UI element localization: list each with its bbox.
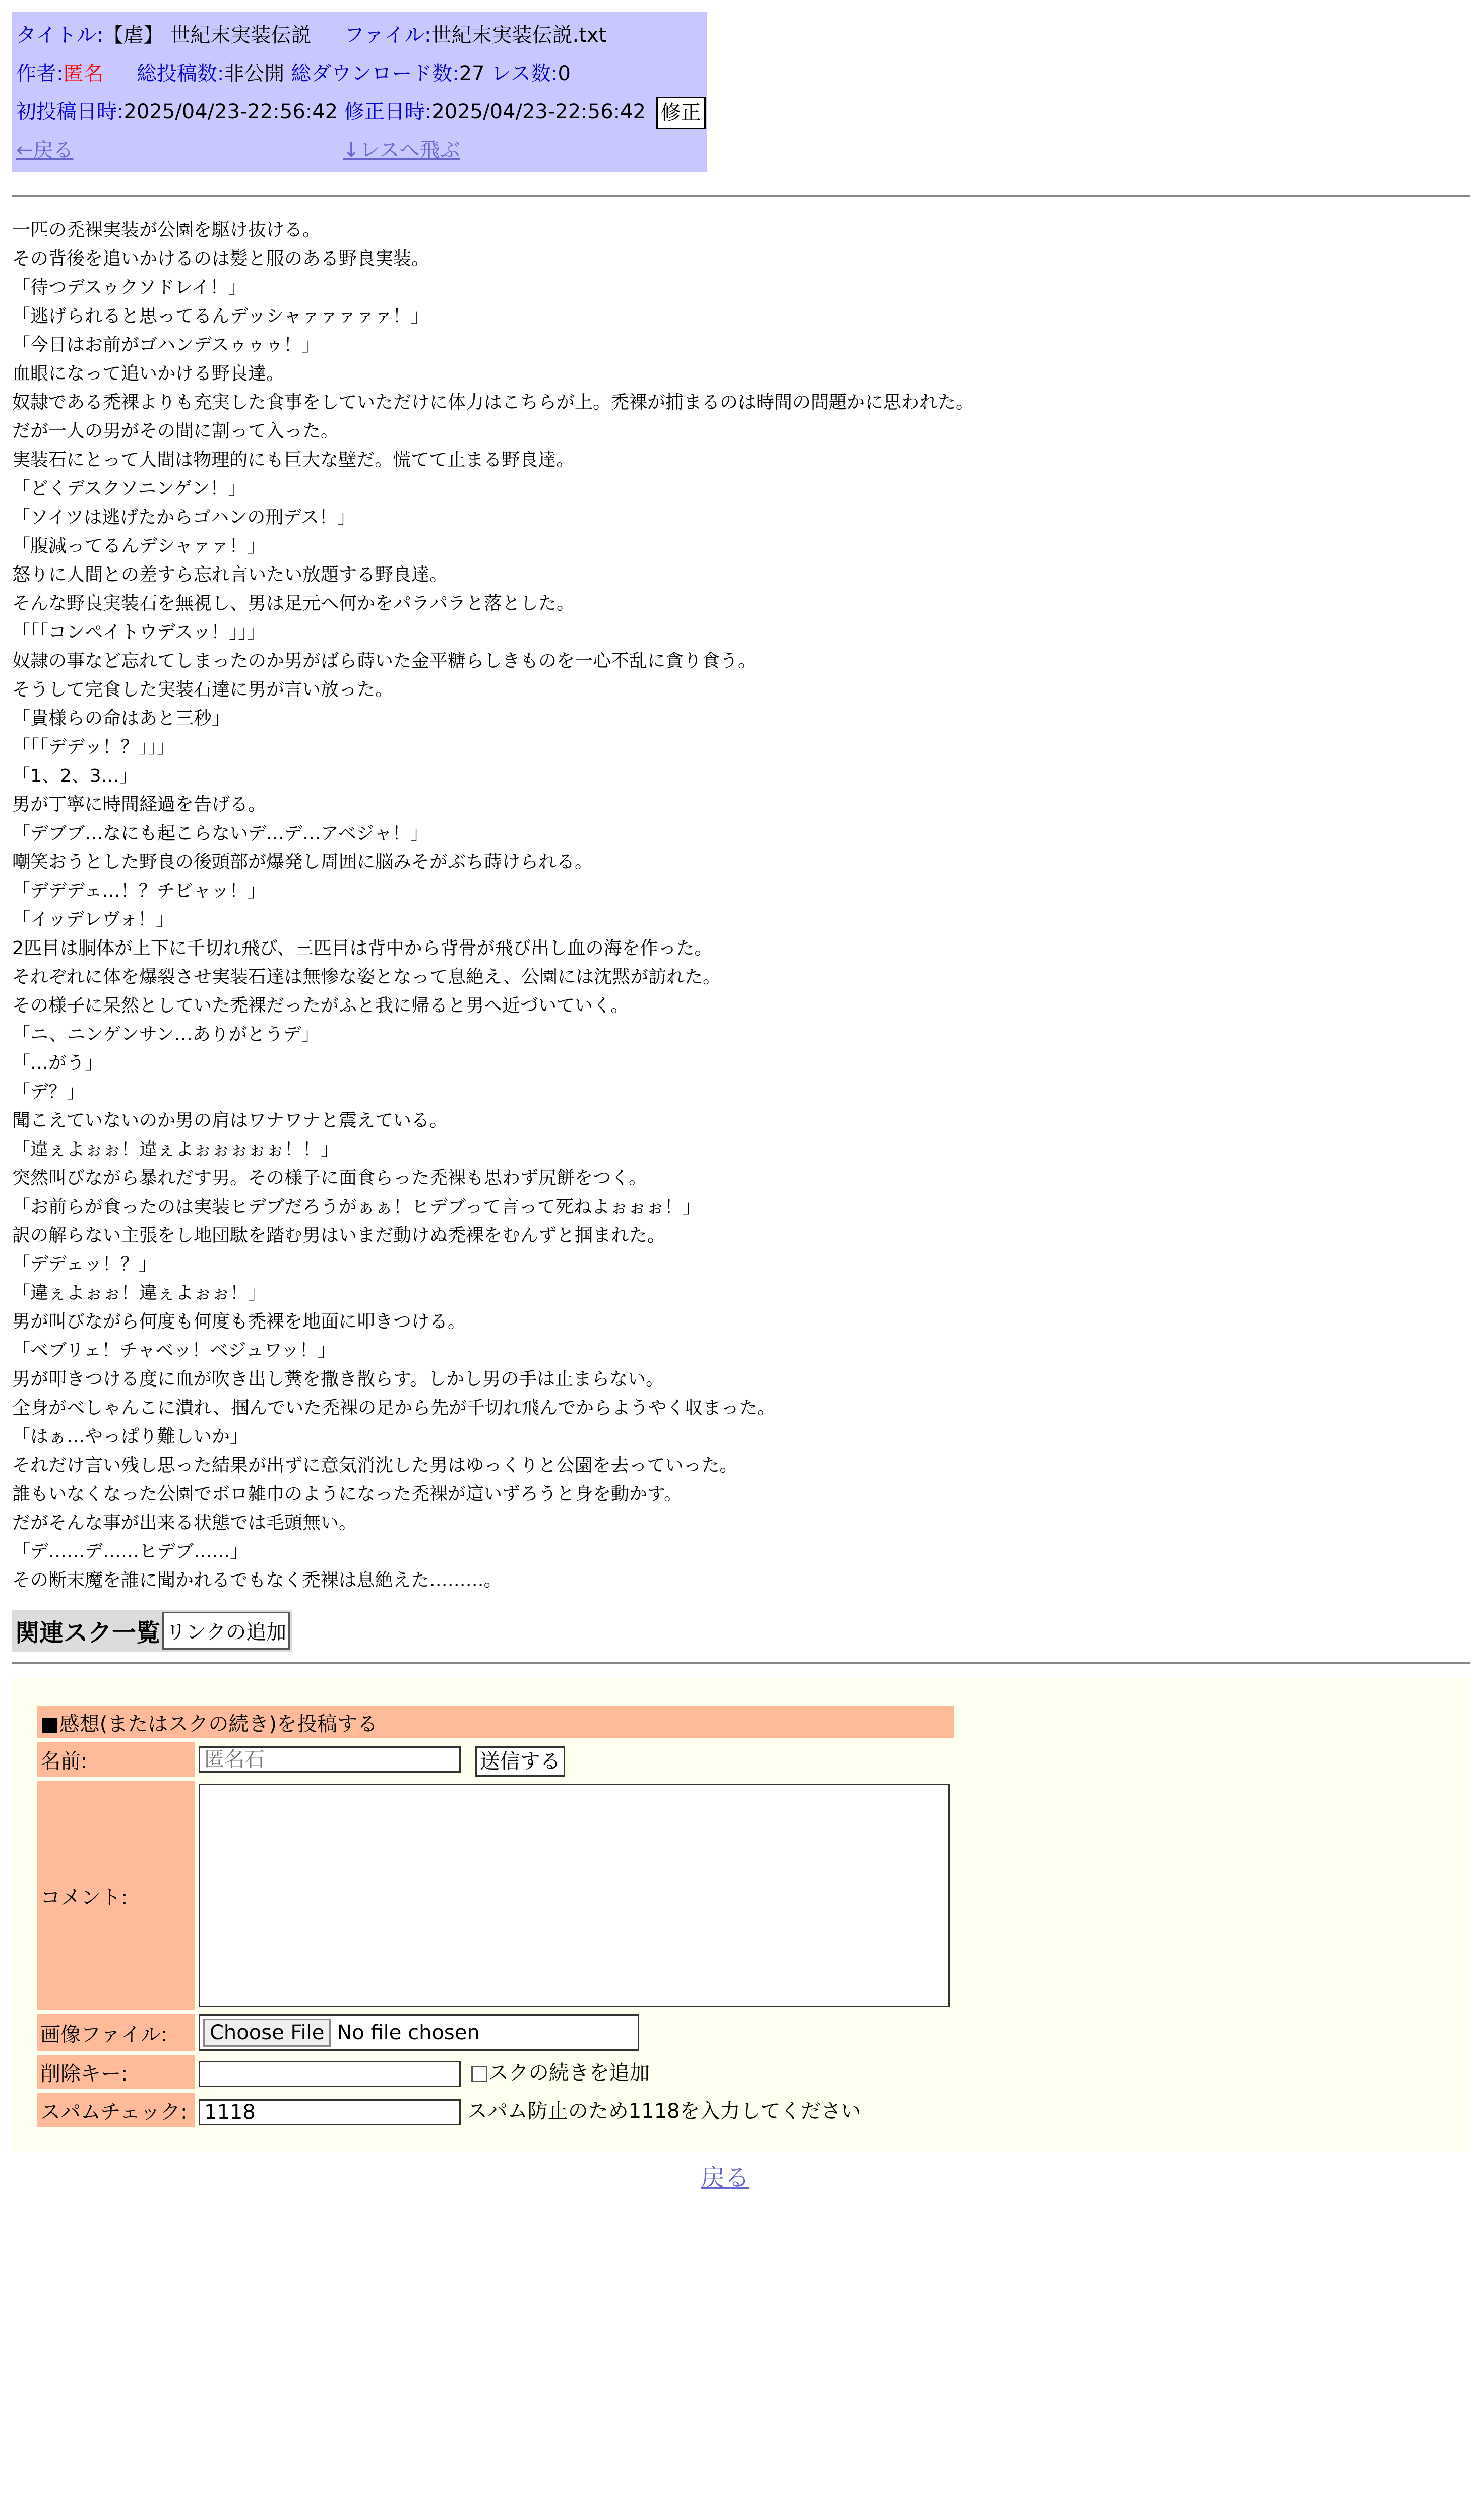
story-line: それだけ言い残し思った結果が出ずに意気消沈した男はゆっくりと公園を去っていった。 [12,1455,738,1476]
story-line: 「腹減ってるんデシャァァ！」 [12,536,266,556]
dates-row [16,93,703,131]
story-line: 「｢｢デデッ！？｣｣」 [12,737,175,758]
story-line: 男が叩きつける度に血が吹き出し糞を撒き散らす。しかし男の手は止まらない。 [12,1369,664,1390]
story-line: 訳の解らない主張をし地団駄を踏む男はいまだ動けぬ禿裸をむんずと掴まれた。 [12,1225,666,1246]
story-line: 「…がう」 [12,1053,103,1074]
story-line: 「1、2、3…」 [12,766,138,786]
story-line: 「違ぇよぉぉ！違ぇよぉぉ！」 [12,1283,267,1303]
story-line: 嘲笑おうとした野良の後頭部が爆発し周囲に脳みそがぶち蒔けられる。 [12,852,593,872]
stats-row [16,54,703,93]
story-line: 一匹の禿裸実装が公園を駆け抜ける。 [12,220,321,240]
story-line: 「デブブ…なにも起こらないデ…デ…アベジャ！」 [12,823,428,844]
file-name: 世紀末実装伝説.txt [431,24,607,47]
story-line: だがそんな事が出来る状態では毛頭無い。 [12,1513,357,1533]
name-input[interactable] [199,1746,461,1773]
story-line: 「デデェッ！？」 [12,1254,157,1275]
story-body [12,216,1470,1595]
story-line: 「どくデスクソニンゲン！」 [12,478,246,499]
story-line: 「貴様らの命はあと三秒」 [12,708,230,729]
page [12,12,1470,2152]
story-title: 【虐】 世紀末実装伝説 [103,24,312,47]
delete-key-label: 削除キー: [37,2055,195,2089]
related-heading: 関連スク一覧 [15,1619,161,1647]
divider [12,195,1470,197]
name-label: 名前: [37,1742,195,1777]
spam-check-input[interactable] [199,2099,461,2125]
modified-date: 2025/04/23-22:56:42 [431,100,646,123]
jump-to-res-link[interactable]: ↓レスへ飛ぶ [343,139,460,162]
comment-form [37,1702,954,2131]
story-line: 「ベブリェ！チャベッ！ベジュワッ！」 [12,1340,336,1361]
comment-label: コメント: [37,1781,195,2010]
story-line: 怒りに人間との差すら忘れ言いたい放題する野良達。 [12,564,448,585]
footer-back-link[interactable]: 戻る [701,2164,750,2192]
story-line: 「ソイツは逃げたからゴハンの刑デス！」 [12,507,355,528]
res-count: 0 [558,62,571,85]
download-count: 27 [459,62,485,85]
story-info-box [12,12,707,172]
story-line: 男が丁寧に時間経過を告げる。 [12,794,267,815]
spam-check-label: スパムチェック: [37,2093,195,2127]
story-line: そんな野良実装石を無視し、男は足元へ何かをパラパラと落とした。 [12,593,575,614]
story-line: 「デ……デ……ヒデブ……」 [12,1541,249,1562]
story-line: 「ニ、ニンゲンサン…ありがとうデ」 [12,1024,320,1045]
story-line: 2匹目は胴体が上下に千切れ飛び、三匹目は背中から背骨が飛び出し血の海を作った。 [12,938,713,959]
story-line: だが一人の男がその間に割って入った。 [12,421,339,442]
story-line: 「はぁ…やっぱり難しいか」 [12,1426,249,1447]
story-line: 聞こえていないのか男の肩はワナワナと震えている。 [12,1110,448,1131]
post-count: 非公開 [224,62,285,85]
comment-form-area [12,1678,1470,2152]
first-post-label: 初投稿日時: [16,100,124,123]
story-line: 実装石にとって人間は物理的にも巨大な壁だ。慌てて止まる野良達。 [12,450,575,470]
form-heading: ■感想(またはスクの続き)を投稿する [37,1706,954,1738]
story-line: その断末魔を誰に聞かれるでもなく禿裸は息絶えた………。 [12,1570,502,1591]
story-line: 「デデデェ…！？チビャッ！」 [12,880,266,901]
image-file-label: 画像ファイル: [37,2014,195,2051]
story-line: その背後を追いかけるのは髪と服のある野良実装。 [12,248,430,269]
title-row [16,16,703,54]
add-link-button[interactable]: リンクの追加 [162,1612,290,1650]
file-label: ファイル: [344,24,431,47]
story-line: 誰もいなくなった公園でボロ雑巾のようになった禿裸が這いずろうと身を動かす。 [12,1484,683,1504]
author-name: 匿名 [63,62,104,85]
submit-button[interactable]: 送信する [475,1746,565,1777]
story-line: 全身がべしゃんこに潰れ、掴んでいた禿裸の足から先が千切れ飛んでからようやく収まった。 [12,1398,776,1418]
back-link[interactable]: ←戻る [16,139,74,162]
story-line: 「今日はお前がゴハンデスゥゥゥ！」 [12,335,320,355]
fix-button[interactable]: 修正 [656,97,706,129]
related-section [12,1610,292,1652]
story-line: 男が叫びながら何度も何度も禿裸を地面に叩きつける。 [12,1311,466,1332]
story-line: そうして完食した実装石達に男が言い放った。 [12,679,394,700]
story-line: それぞれに体を爆裂させ実装石達は無惨な姿となって息絶え、公園には沈黙が訪れた。 [12,967,721,987]
continue-checkbox-label: スクの続きを追加 [488,2061,650,2085]
post-count-label: 総投稿数: [136,62,224,85]
story-line: 「｢｢コンペイトウデスッ！｣｣」 [12,622,266,643]
story-line: 「逃げられると思ってるんデッシャァァァァァ！」 [12,306,429,327]
story-line: 「イッデレヴォ！」 [12,909,174,930]
story-line: 突然叫びながら暴れだす男。その様子に面食らった禿裸も思わず尻餅をつく。 [12,1168,647,1188]
story-line: 「待つデスゥクソドレイ！」 [12,277,246,298]
story-line: 奴隷の事など忘れてしまったのか男がばら蒔いた金平糖らしきものを一心不乱に貪り食う。 [12,651,757,671]
comment-textarea[interactable] [199,1784,950,2007]
first-post-date: 2025/04/23-22:56:42 [124,100,338,123]
story-line: 奴隷である禿裸よりも充実した食事をしていただけに体力はこちらが上。禿裸が捕まるのは時間の問題かに思われた。 [12,392,974,413]
image-file-input[interactable] [199,2014,639,2051]
story-line: 「お前らが食ったのは実装ヒデブだろうがぁぁ！ヒデブって言って死ねよぉぉぉ！」 [12,1196,701,1217]
modified-label: 修正日時: [344,100,432,123]
continue-checkbox[interactable] [471,2066,487,2082]
res-count-label: レス数: [491,62,558,85]
no-file-text: No file chosen [337,2021,480,2044]
spam-hint: スパム防止のため1118を入力してください [467,2100,861,2123]
download-count-label: 総ダウンロード数: [291,62,459,85]
story-line: 血眼になって追いかける野良達。 [12,363,285,384]
story-line: 「違ぇよぉぉ！違ぇよぉぉぉぉぉ！！」 [12,1139,339,1160]
title-label: タイトル: [16,24,103,47]
divider [12,1662,1470,1664]
nav-row [16,131,703,169]
author-label: 作者: [16,62,64,85]
choose-file-button[interactable]: Choose File [203,2019,331,2047]
story-line: 「デ？」 [12,1082,85,1102]
delete-key-input[interactable] [199,2061,461,2087]
story-line: その様子に呆然としていた禿裸だったがふと我に帰ると男へ近づいていく。 [12,995,629,1016]
